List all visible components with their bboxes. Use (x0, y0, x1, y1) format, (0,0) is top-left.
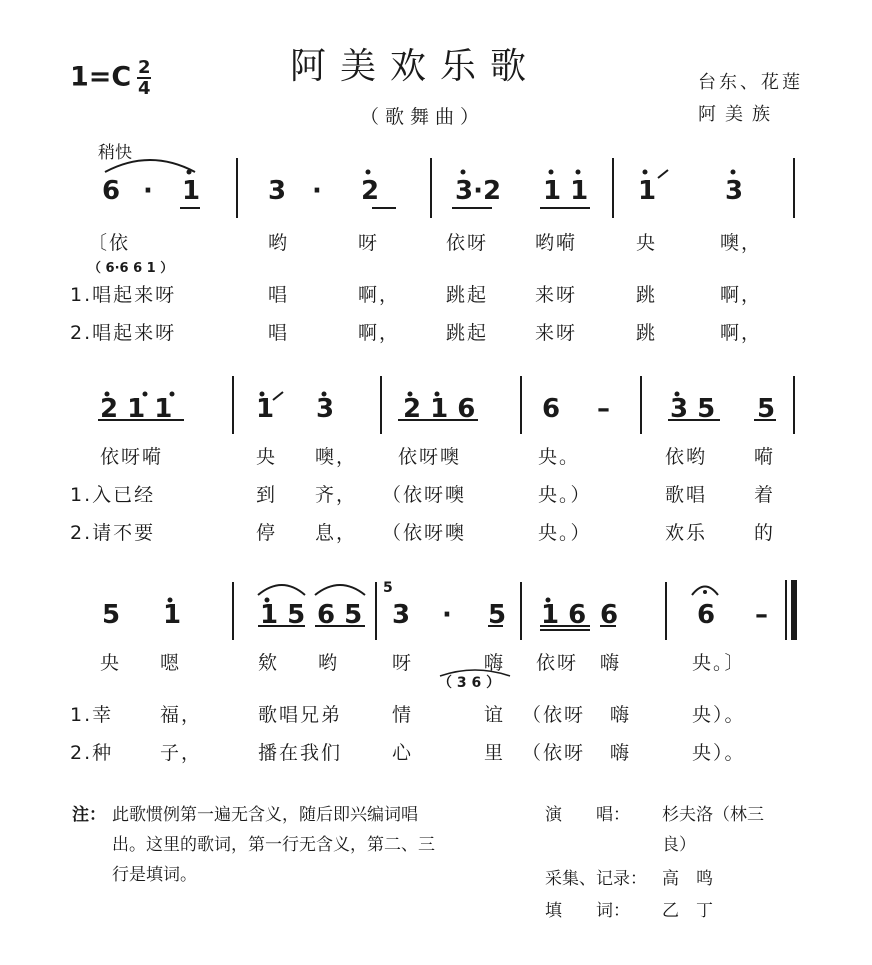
octave-dot (576, 170, 581, 175)
lyric: 央。 (538, 446, 581, 468)
lyric: 央。） (538, 522, 592, 544)
alt-notes: （ 6·6 6 1 ） (88, 261, 174, 276)
note: 6 5 (317, 600, 363, 630)
lyric: 唱 (268, 284, 290, 306)
slur-mark (315, 585, 365, 595)
lyric: 哟 (268, 232, 290, 254)
bar-line (665, 582, 667, 640)
lyric: 跳 (636, 322, 658, 344)
singer-label: 演 唱： (545, 805, 630, 825)
slur-mark (105, 160, 195, 172)
slur-mark (258, 585, 305, 595)
bar-line (520, 582, 522, 640)
song-region: 台东、花莲 (698, 72, 803, 93)
lyric: 依哟 (665, 446, 708, 468)
note: 5 (757, 394, 776, 424)
octave-dot (366, 170, 371, 175)
lyric: 嗨 (610, 704, 632, 726)
note: · (312, 176, 322, 206)
bar-line (785, 580, 787, 640)
lyric: 啊， (358, 284, 401, 306)
breath-mark (658, 170, 668, 178)
lyricist-label: 填 词： (545, 901, 630, 921)
note: 5 (102, 600, 121, 630)
lyric: （依呀 (522, 704, 586, 726)
note: 2 1 6 (403, 394, 476, 424)
fermata-dot (703, 590, 707, 594)
lyric: 里 (484, 742, 506, 764)
lyric: 来呀 (535, 322, 578, 344)
lyric: 情 (392, 704, 414, 726)
lyric: 1.幸 (70, 704, 114, 726)
lyric: 2.种 (70, 742, 114, 764)
note: 3 (392, 600, 411, 630)
octave-dot (187, 170, 192, 175)
note: · (442, 600, 452, 630)
lyric: 依呀嗬 (100, 446, 164, 468)
lyric: 央 (256, 446, 278, 468)
note: 3·2 (455, 176, 502, 206)
note: 6 (600, 600, 619, 630)
lyric: 歌唱 (665, 484, 708, 506)
note: 6 (697, 600, 716, 630)
note: 1 6 (541, 600, 587, 630)
octave-dot (731, 170, 736, 175)
lyric: 依呀 (536, 652, 579, 674)
note: 1 5 (260, 600, 306, 630)
note-text-line: 此歌惯例第一遍无含义，随后即兴编词唱 (112, 805, 418, 825)
note: 1 (163, 600, 182, 630)
lyric: 嗨 (600, 652, 622, 674)
lyric: 停 (256, 522, 278, 544)
lyric: （依呀噢 (382, 484, 467, 506)
lyric: 呀 (358, 232, 380, 254)
bar-line (793, 376, 795, 434)
note: 2 1 1 (100, 394, 173, 424)
lyric: 啊， (720, 284, 763, 306)
lyric: 的 (754, 522, 776, 544)
note: 6 (542, 394, 561, 424)
lyric: 呀 (392, 652, 414, 674)
note: 6 (102, 176, 121, 206)
singer-name-cont: 良） (662, 835, 696, 855)
lyric: 央。〕 (692, 652, 746, 674)
lyric: 央。） (538, 484, 592, 506)
bar-line (380, 376, 382, 434)
lyric: （依呀噢 (382, 522, 467, 544)
bar-line (520, 376, 522, 434)
bar-line (375, 582, 377, 640)
lyric: 依呀 (446, 232, 489, 254)
lyric: 噢， (315, 446, 358, 468)
note: 3 (316, 394, 335, 424)
singer-name: 杉夫洛（林三 (662, 805, 764, 825)
lyric: 嗯 (160, 652, 182, 674)
lyric: 到 (256, 484, 278, 506)
note-text-line: 出。这里的歌词，第一行无含义，第二、三 (112, 835, 435, 855)
lyric: 心 (392, 742, 414, 764)
lyric: 嗬 (754, 446, 776, 468)
breath-mark (273, 392, 283, 400)
lyric: 哟 (318, 652, 340, 674)
note: 1 (182, 176, 201, 206)
lyric: 啊， (358, 322, 401, 344)
octave-dot (643, 170, 648, 175)
lyric: 跳 (636, 284, 658, 306)
song-title: 阿美欢乐歌 (290, 46, 541, 87)
note: – (597, 394, 610, 424)
lyric: 嗨 (484, 652, 506, 674)
bar-line (232, 376, 234, 434)
bar-line (232, 582, 234, 640)
lyric: 央）。 (692, 742, 746, 764)
note: 2 (361, 176, 380, 206)
lyric: 2.请不要 (70, 522, 156, 544)
note: 1 (256, 394, 275, 424)
bar-line (236, 158, 238, 218)
lyric: 唱 (268, 322, 290, 344)
bar-line (612, 158, 614, 218)
song-subtitle: （歌舞曲） (360, 106, 486, 128)
lyric: 央）。 (692, 704, 746, 726)
key-text: 1=C (70, 61, 132, 93)
octave-dot (461, 170, 466, 175)
lyric: 跳起 (446, 322, 489, 344)
lyric: 着 (754, 484, 776, 506)
collector-label: 采集、记录： (545, 869, 647, 889)
lyric: 来呀 (535, 284, 578, 306)
lyric: （依呀 (522, 742, 586, 764)
lyric: 依呀噢 (398, 446, 462, 468)
lyric: 央 (100, 652, 122, 674)
lyric: 哟嗬 (535, 232, 578, 254)
lyric: 子， (160, 742, 203, 764)
lyric: 1.唱起来呀 (70, 284, 177, 306)
lyricist-name: 乙 丁 (662, 901, 713, 921)
note-label: 注： (72, 805, 106, 825)
tempo-mark: 稍快 (98, 143, 132, 163)
lyric: 2.唱起来呀 (70, 322, 177, 344)
final-bar-line (791, 580, 797, 640)
bar-line (793, 158, 795, 218)
lyric: 〔依 (88, 232, 131, 254)
lyric: 啊， (720, 322, 763, 344)
lyric: 息， (315, 522, 358, 544)
lyric: 福， (160, 704, 203, 726)
collector-name: 高 鸣 (662, 869, 713, 889)
lyric: 齐， (315, 484, 358, 506)
time-signature: $\frac{2}{4}$ (137, 57, 151, 99)
lyric: 嗨 (610, 742, 632, 764)
lyric: 跳起 (446, 284, 489, 306)
lyric: 欢乐 (665, 522, 708, 544)
lyric: 央 (636, 232, 658, 254)
note: 1 (638, 176, 657, 206)
note: 3 (725, 176, 744, 206)
lyric: 1.入已经 (70, 484, 156, 506)
lyric: 谊 (484, 704, 506, 726)
note: 5 (488, 600, 507, 630)
note-text-line: 行是填词。 (112, 865, 197, 885)
alt-notes: （ 3 6 ） (438, 675, 501, 691)
lyric: 播在我们 (258, 742, 343, 764)
grace-note: 5 (383, 580, 393, 596)
bar-line (640, 376, 642, 434)
lyric: 欸 (258, 652, 280, 674)
lyric: 歌唱兄弟 (258, 704, 343, 726)
note: 3 (268, 176, 287, 206)
octave-dot (549, 170, 554, 175)
note: 1 1 (543, 176, 589, 206)
note: 3 5 (670, 394, 716, 424)
note: · (143, 176, 153, 206)
note: – (755, 600, 768, 630)
bar-line (430, 158, 432, 218)
lyric: 噢， (720, 232, 763, 254)
song-people: 阿美族 (698, 104, 779, 125)
